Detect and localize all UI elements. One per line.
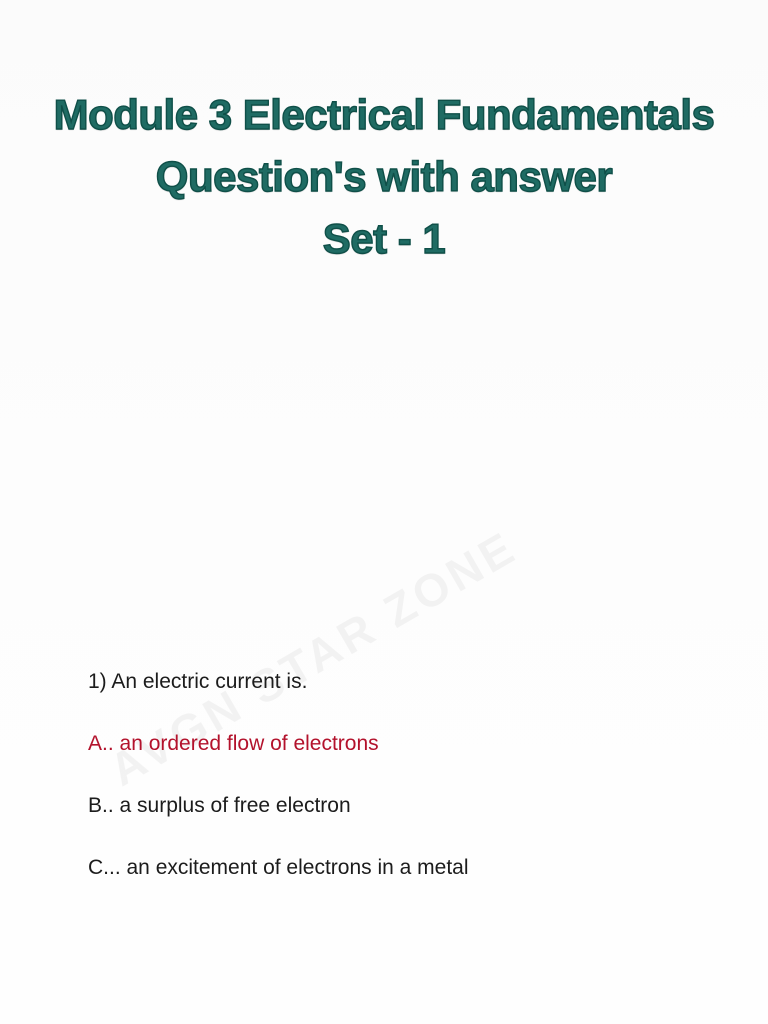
page-title bbox=[0, 84, 768, 270]
question-text: 1) An electric current is. bbox=[88, 670, 308, 693]
option-b: B.. a surplus of free electron bbox=[88, 794, 351, 817]
title-line-2: Question's with answer bbox=[155, 153, 613, 200]
option-a-correct: A.. an ordered flow of electrons bbox=[88, 732, 379, 755]
title-line-3: Set - 1 bbox=[322, 215, 446, 262]
option-c: C... an excitement of electrons in a metal bbox=[88, 856, 469, 879]
question-block bbox=[88, 664, 708, 912]
title-line-1: Module 3 Electrical Fundamentals bbox=[53, 91, 715, 138]
